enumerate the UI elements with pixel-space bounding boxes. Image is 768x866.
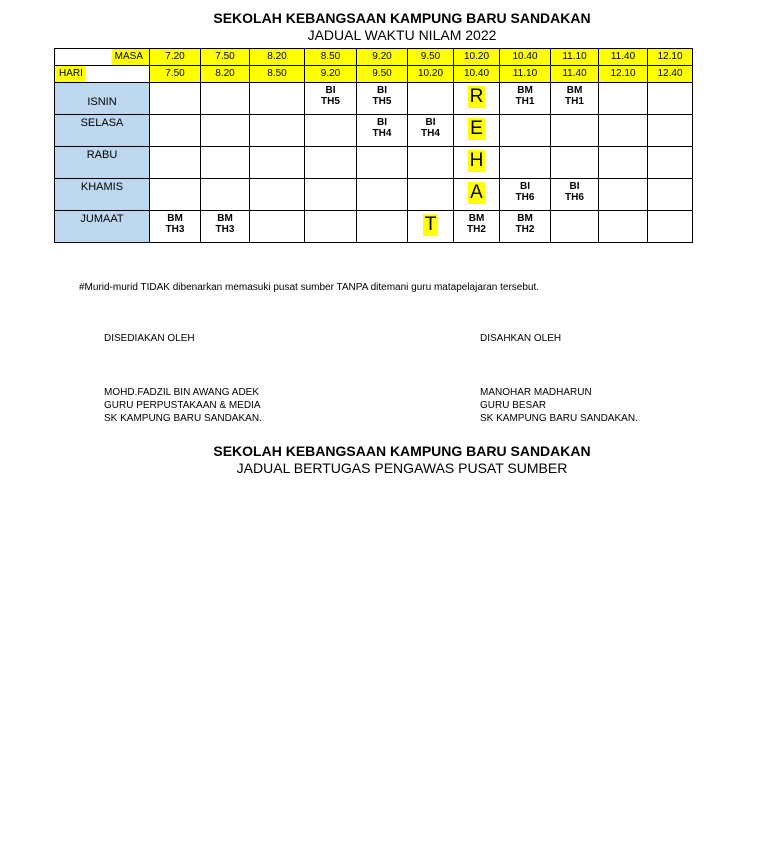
start-time-cell: 12.10 <box>648 49 693 66</box>
end-time-cell: 8.50 <box>250 66 305 83</box>
rehat-letter: H <box>469 150 484 171</box>
class-code: TH4 <box>372 128 392 139</box>
end-time-cell: 9.50 <box>357 66 408 83</box>
hari-label: HARI <box>59 68 83 79</box>
class-code: TH5 <box>372 96 392 107</box>
class-code: TH3 <box>215 224 235 235</box>
masa-label: MASA <box>114 51 143 62</box>
timetable-cell <box>250 211 305 243</box>
day-row <box>55 147 693 179</box>
timetable-cell <box>150 115 201 147</box>
hari-row <box>55 66 693 83</box>
timetable-cell <box>357 83 408 115</box>
class-code: BI <box>377 85 387 96</box>
timetable-cell <box>454 147 500 179</box>
day-row <box>55 179 693 211</box>
day-name: JUMAAT <box>80 213 124 225</box>
class-code: BI <box>520 181 530 192</box>
timetable-cell <box>500 211 551 243</box>
nilam-timetable <box>54 48 693 243</box>
timetable-cell <box>201 147 250 179</box>
timetable-cell <box>551 115 599 147</box>
footer-title: JADUAL BERTUGAS PENGAWAS PUSAT SUMBER <box>236 460 568 476</box>
masa-header-cell <box>55 49 150 66</box>
class-code: BI <box>425 117 436 128</box>
timetable-cell <box>500 147 551 179</box>
timetable-cell <box>599 147 648 179</box>
start-time-cell: 10.40 <box>500 49 551 66</box>
class-code: BM <box>566 85 583 96</box>
timetable-cell <box>454 83 500 115</box>
start-time-cell: 7.50 <box>201 49 250 66</box>
timetable-cell <box>357 115 408 147</box>
timetable-cell <box>357 179 408 211</box>
class-code: TH2 <box>515 224 535 235</box>
end-time-cell: 10.40 <box>454 66 500 83</box>
timetable-cell <box>201 83 250 115</box>
timetable-cell <box>250 83 305 115</box>
timetable-cell <box>305 115 357 147</box>
timetable-cell <box>599 115 648 147</box>
day-cell <box>55 211 150 243</box>
day-row <box>55 83 693 115</box>
rehat-letter: E <box>470 118 483 139</box>
timetable-cell <box>551 147 599 179</box>
prepared-position: GURU PERPUSTAKAAN & MEDIA <box>104 400 261 411</box>
prepared-by-label: DISEDIAKAN OLEH <box>104 333 195 344</box>
day-cell <box>55 179 150 211</box>
rehat-letter: T <box>424 214 437 235</box>
timetable-cell <box>454 115 500 147</box>
day-name: RABU <box>86 149 118 161</box>
school-title: SEKOLAH KEBANGSAAN KAMPUNG BARU SANDAKAN <box>213 10 591 26</box>
timetable-cell <box>648 83 693 115</box>
timetable-cell <box>150 147 201 179</box>
start-time-cell: 7.20 <box>150 49 201 66</box>
timetable-cell <box>551 179 599 211</box>
class-code: BM <box>517 213 533 224</box>
class-code: TH1 <box>515 96 535 107</box>
day-row <box>55 115 693 147</box>
approved-school: SK KAMPUNG BARU SANDAKAN. <box>480 413 638 424</box>
start-time-cell: 9.50 <box>408 49 454 66</box>
end-time-cell: 7.50 <box>150 66 201 83</box>
approved-position: GURU BESAR <box>480 400 547 411</box>
timetable-cell <box>500 179 551 211</box>
approved-by-label: DISAHKAN OLEH <box>480 333 562 344</box>
rehat-letter: A <box>470 182 483 203</box>
timetable-cell <box>408 147 454 179</box>
library-note: #Murid-murid TIDAK dibenarkan memasuki pusat sumber TANPA ditemani guru matapelajaran tersebut. <box>79 282 540 293</box>
timetable-cell <box>408 179 454 211</box>
day-name: KHAMIS <box>80 181 124 193</box>
timetable-cell <box>357 211 408 243</box>
timetable-cell <box>599 211 648 243</box>
prepared-by-block <box>104 386 262 425</box>
footer-school-title: SEKOLAH KEBANGSAAN KAMPUNG BARU SANDAKAN <box>213 443 591 459</box>
class-code: BM <box>517 85 533 96</box>
timetable-cell <box>305 83 357 115</box>
timetable-cell <box>250 147 305 179</box>
timetable-cell <box>408 83 454 115</box>
class-code: TH1 <box>565 96 584 107</box>
timetable-cell <box>599 83 648 115</box>
timetable-cell <box>357 147 408 179</box>
timetable-cell <box>150 211 201 243</box>
day-cell <box>55 83 150 115</box>
class-code: TH4 <box>421 128 440 139</box>
day-cell <box>55 115 150 147</box>
end-time-cell: 12.10 <box>599 66 648 83</box>
day-name: ISNIN <box>87 96 117 108</box>
end-time-cell: 10.20 <box>408 66 454 83</box>
class-code: TH3 <box>165 224 185 235</box>
end-time-cell: 9.20 <box>305 66 357 83</box>
hari-header-cell <box>55 66 150 83</box>
timetable-cell <box>250 115 305 147</box>
timetable-cell <box>648 115 693 147</box>
rehat-letter: R <box>469 86 484 107</box>
timetable-cell <box>454 211 500 243</box>
class-code: BI <box>377 117 387 128</box>
timetable-cell <box>150 179 201 211</box>
class-code: TH2 <box>467 224 486 235</box>
timetable-cell <box>648 211 693 243</box>
day-cell <box>55 147 150 179</box>
class-code: BM <box>217 213 233 224</box>
start-time-cell: 11.40 <box>599 49 648 66</box>
timetable-title: JADUAL WAKTU NILAM 2022 <box>307 27 497 43</box>
day-row <box>55 211 693 243</box>
class-code: TH6 <box>565 192 584 203</box>
end-time-cell: 12.40 <box>648 66 693 83</box>
end-time-cell: 11.40 <box>551 66 599 83</box>
timetable-cell <box>201 115 250 147</box>
class-code: BM <box>468 213 485 224</box>
timetable-cell <box>599 179 648 211</box>
end-time-cell: 11.10 <box>500 66 551 83</box>
timetable-cell <box>305 147 357 179</box>
timetable-cell <box>454 179 500 211</box>
timetable-cell <box>250 179 305 211</box>
timetable-cell <box>551 211 599 243</box>
class-code: TH5 <box>321 96 340 107</box>
timetable-cell <box>648 179 693 211</box>
timetable-cell <box>201 211 250 243</box>
timetable-cell <box>305 179 357 211</box>
timetable-cell <box>500 115 551 147</box>
timetable-cell <box>201 179 250 211</box>
start-time-cell: 10.20 <box>454 49 500 66</box>
start-time-cell: 8.50 <box>305 49 357 66</box>
masa-row <box>55 49 693 66</box>
timetable-cell <box>551 83 599 115</box>
start-time-cell: 9.20 <box>357 49 408 66</box>
timetable-cell <box>150 83 201 115</box>
timetable-cell <box>408 211 454 243</box>
end-time-cell: 8.20 <box>201 66 250 83</box>
start-time-cell: 11.10 <box>551 49 599 66</box>
approved-name: MANOHAR MADHARUN <box>480 387 592 398</box>
prepared-name: MOHD.FADZIL BIN AWANG ADEK <box>104 387 260 398</box>
timetable-cell <box>648 147 693 179</box>
class-code: BI <box>569 181 580 192</box>
prepared-school: SK KAMPUNG BARU SANDAKAN. <box>104 413 262 424</box>
approved-by-block <box>480 386 638 425</box>
start-time-cell: 8.20 <box>250 49 305 66</box>
timetable-cell <box>500 83 551 115</box>
day-name: SELASA <box>80 117 124 129</box>
timetable-cell <box>305 211 357 243</box>
class-code: TH6 <box>515 192 535 203</box>
class-code: BI <box>325 85 336 96</box>
timetable-cell <box>408 115 454 147</box>
class-code: BM <box>167 213 183 224</box>
